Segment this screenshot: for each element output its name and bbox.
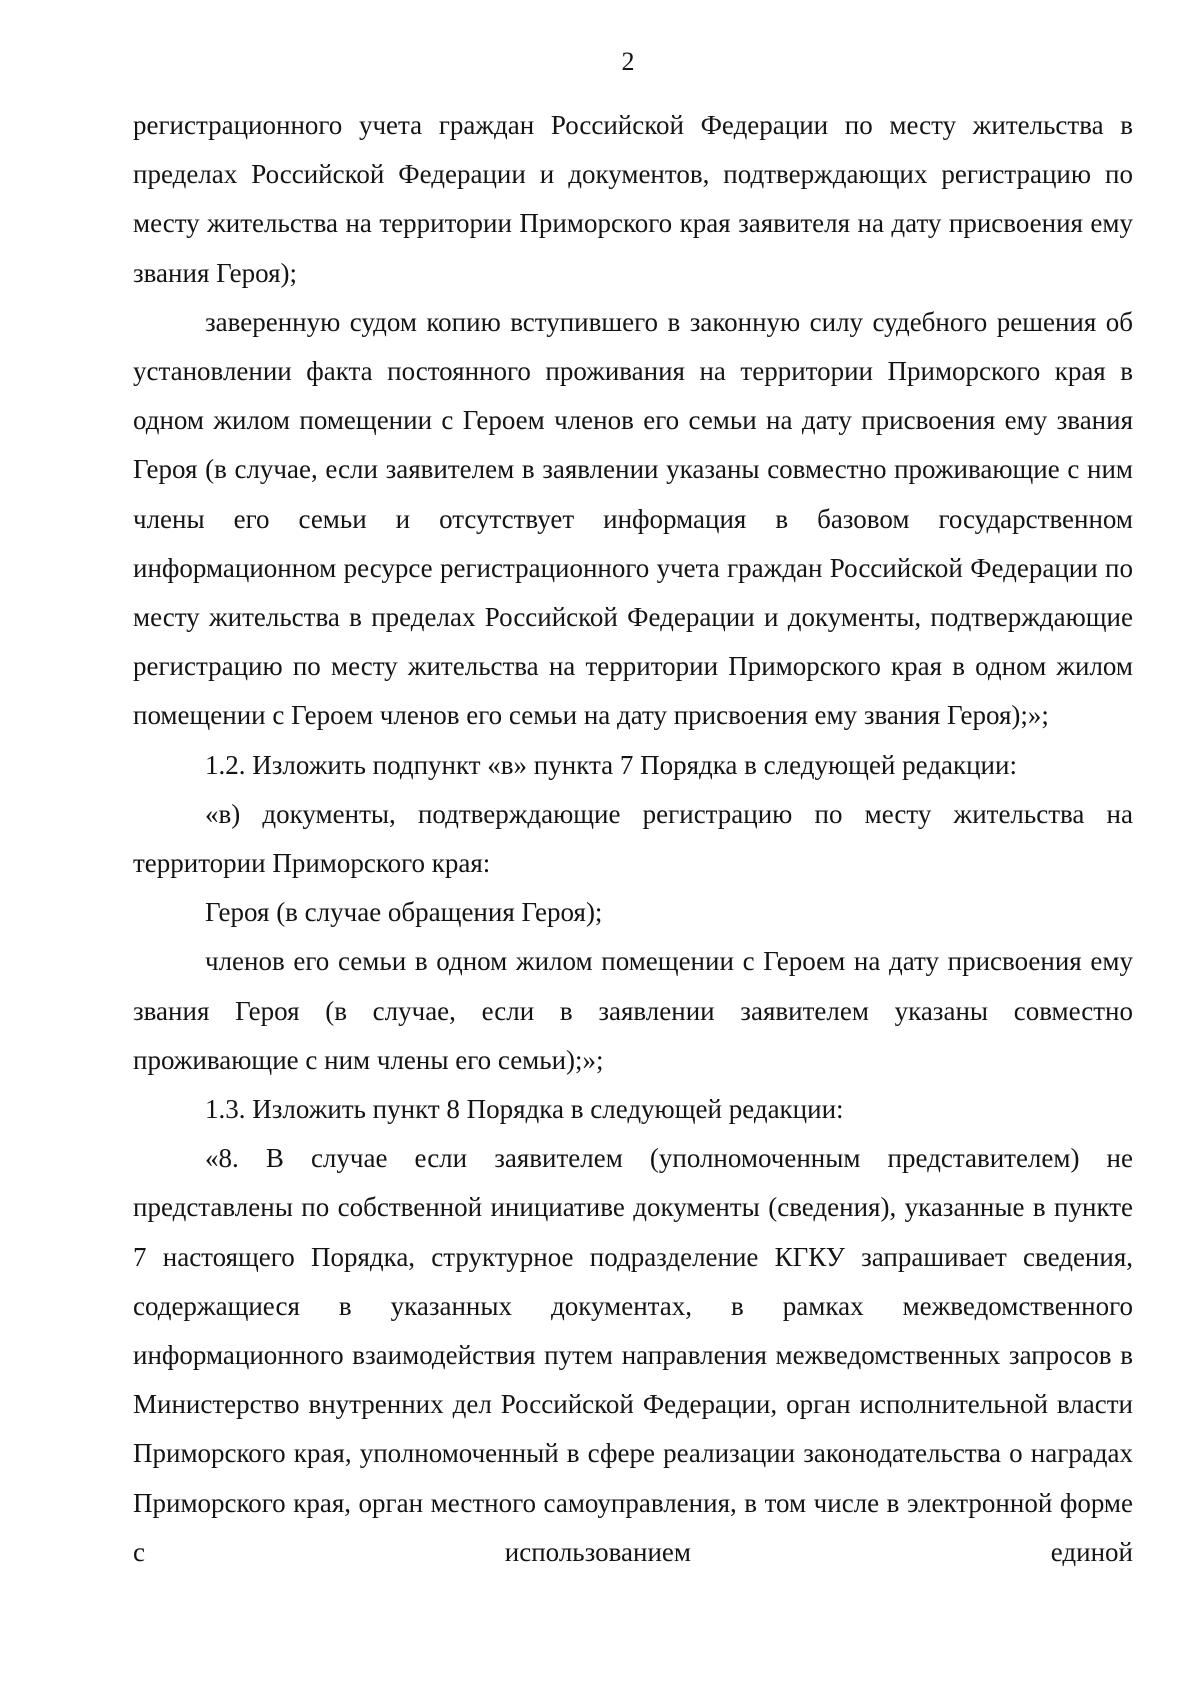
page-number: 2 — [621, 47, 635, 76]
paragraph-hero: Героя (в случае обращения Героя); — [205, 897, 603, 928]
paragraph-amendment-1-3: 1.3. Изложить пункт 8 Порядка в следующей редакции: — [205, 1094, 844, 1125]
paragraph-family-members: членов его семьи в одном жилом помещении с Героем на дату присвоения ему звания Героя (в случае, если в заявлении заявителем указаны совместно проживающие с ним члены его семьи);»; — [133, 946, 1133, 1075]
paragraph-continuation: регистрационного учета граждан Российской Федерации по месту жительства в пределах Российской Федерации и документов, подтверждающих регистрацию по месту жительства на территории Приморского края заявителя на дату присвоения ему звания Героя); — [133, 110, 1133, 288]
document-body — [133, 101, 1133, 1577]
paragraph-item-8: «8. В случае если заявителем (уполномоченным представителем) не представлены по собственной инициативе документы (сведения), указанные в пункте 7 настоящего Порядка, структурное подразделение КГКУ запрашивает сведения, содержащиеся в указанных документах, в рамках межведомственного информационного взаимодействия путем направления межведомственных запросов в Министерство внутренних дел Российской Федерации, орган исполнительной власти Приморского края, уполномоченный в сфере реализации законодательства о наградах Приморского края, орган местного самоуправления, в том числе в электронной форме с использованием единой — [133, 1143, 1133, 1567]
paragraph-court-decision: заверенную судом копию вступившего в законную силу судебного решения об установлении факта постоянного проживания на территории Приморского края в одном жилом помещении с Героем членов его семьи на дату присвоения ему звания Героя (в случае, если заявителем в заявлении указаны совместно проживающие с ним члены его семьи и отсутствует информация в базовом государственном информационном ресурсе регистрационного учета граждан Российской Федерации по месту жительства в пределах Российской Федерации и документы, подтверждающие регистрацию по месту жительства на территории Приморского края в одном жилом помещении с Героем членов его семьи на дату присвоения ему звания Героя);»; — [133, 306, 1133, 731]
paragraph-amendment-1-2: 1.2. Изложить подпункт «в» пункта 7 Порядка в следующей редакции: — [205, 749, 1017, 780]
paragraph-subitem-v: «в) документы, подтверждающие регистрацию по месту жительства на территории Приморского края: — [133, 798, 1133, 879]
